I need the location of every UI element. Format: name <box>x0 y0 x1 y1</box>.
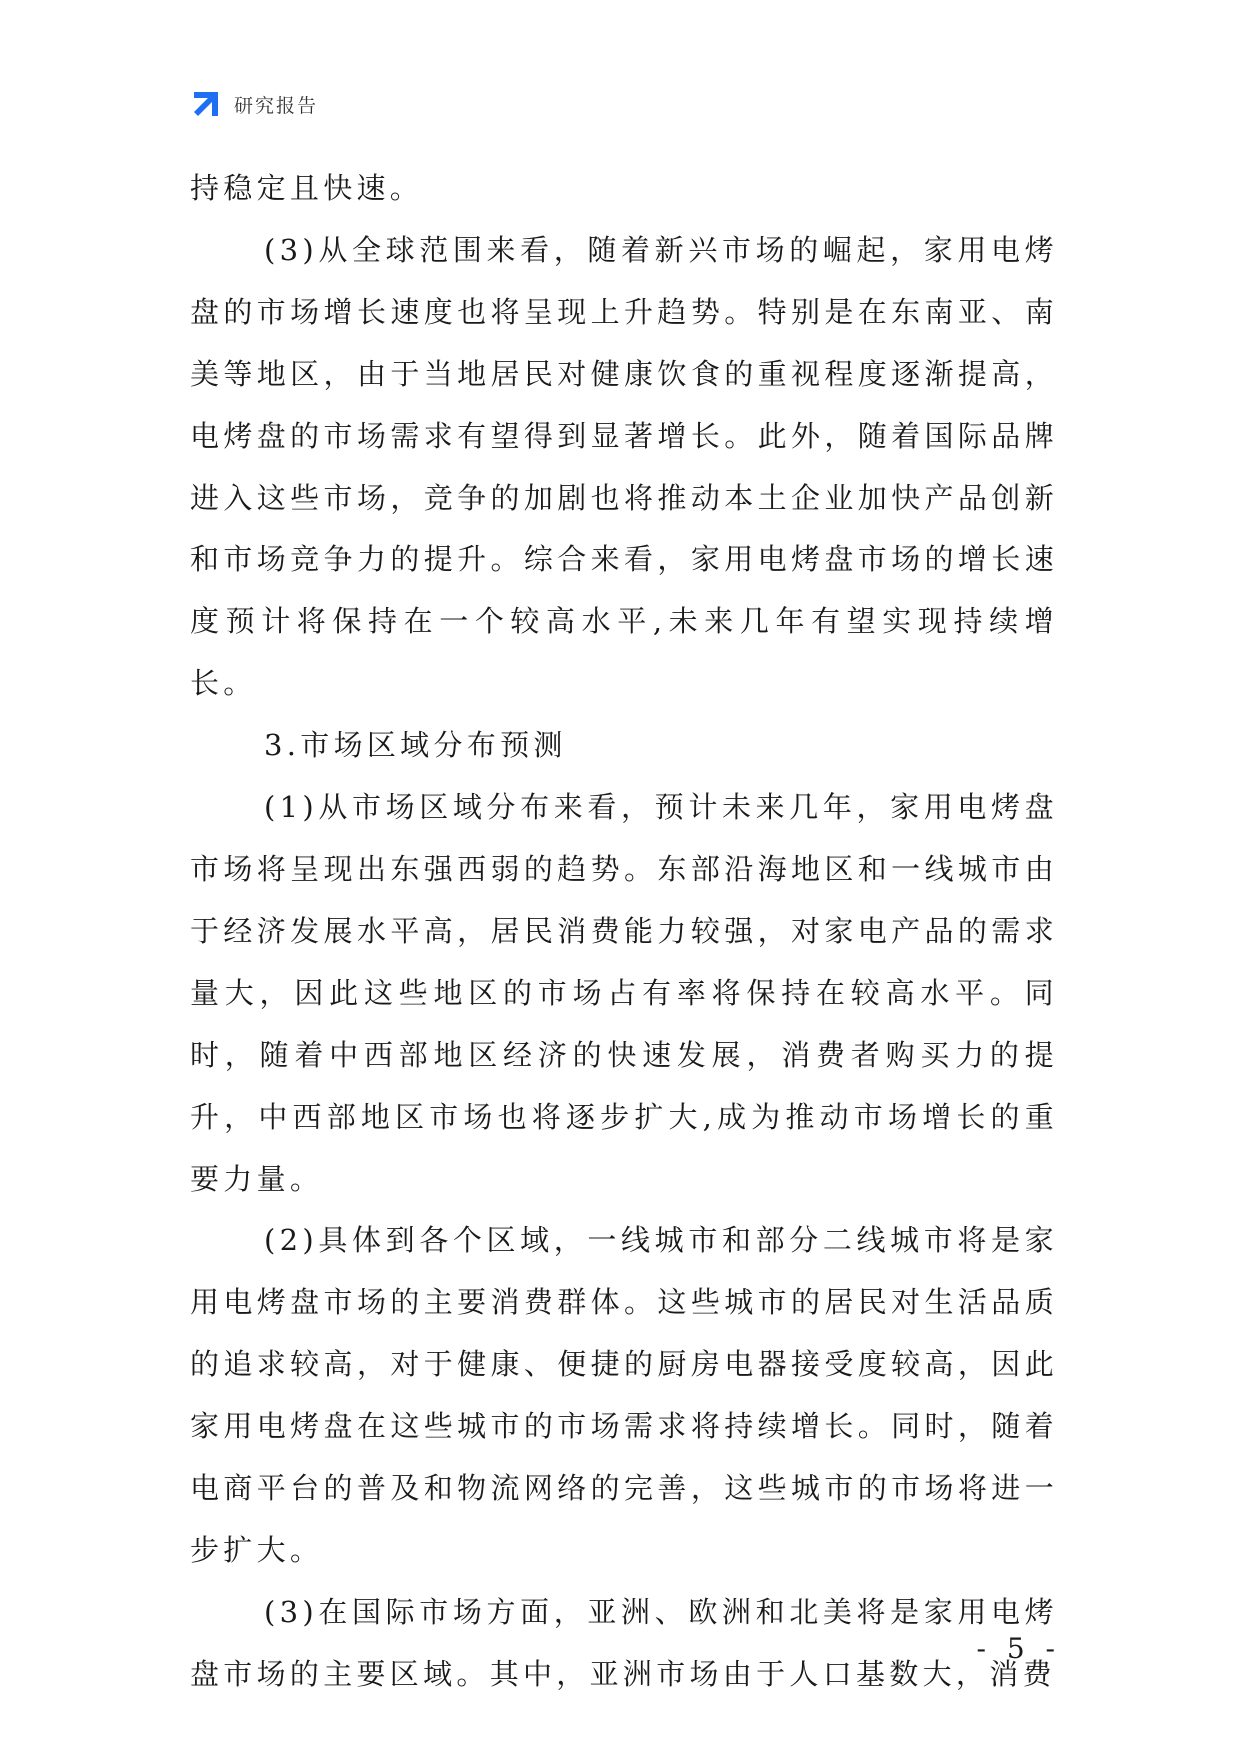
paragraph-continuation: 持稳定且快速。 <box>190 171 424 205</box>
report-header <box>190 88 318 120</box>
paragraph-international-market: (3)在国际市场方面，亚洲、欧洲和北美将是家用电烤盘市场的主要区域。其中，亚洲市场由于人口基数大，消费 <box>190 1594 1058 1691</box>
arrow-up-right-icon <box>190 88 222 120</box>
paragraph-global-growth: (3)从全球范围来看，随着新兴市场的崛起，家用电烤盘的市场增长速度也将呈现上升趋势。特别是在东南亚、南美等地区，由于当地居民对健康饮食的重视程度逐渐提高，电烤盘的市场需求有望得到显著增长。此外，随着国际品牌进入这些市场，竞争的加剧也将推动本土企业加快产品创新和市场竞争力的提升。综合来看，家用电烤盘市场的增长速度预计将保持在一个较高水平,未来几年有望实现持续增长。 <box>190 232 1058 701</box>
document-body <box>190 158 1058 1706</box>
paragraph-regional-distribution: (1)从市场区域分布来看，预计未来几年，家用电烤盘市场将呈现出东强西弱的趋势。东部沿海地区和一线城市由于经济发展水平高，居民消费能力较强，对家电产品的需求量大，因此这些地区的市场占有率将保持在较高水平。同时，随着中西部地区经济的快速发展，消费者购买力的提升，中西部地区市场也将逐步扩大,成为推动市场增长的重要力量。 <box>190 790 1058 1196</box>
page-number: - 5 - <box>976 1632 1061 1665</box>
header-title: 研究报告 <box>234 94 319 117</box>
paragraph-city-tiers: (2)具体到各个区域，一线城市和部分二线城市将是家用电烤盘市场的主要消费群体。这些城市的居民对生活品质的追求较高，对于健康、便捷的厨房电器接受度较高，因此家用电烤盘在这些城市的市场需求将持续增长。同时，随着电商平台的普及和物流网络的完善，这些城市的市场将进一步扩大。 <box>190 1223 1058 1567</box>
section-heading: 3.市场区域分布预测 <box>264 728 567 763</box>
